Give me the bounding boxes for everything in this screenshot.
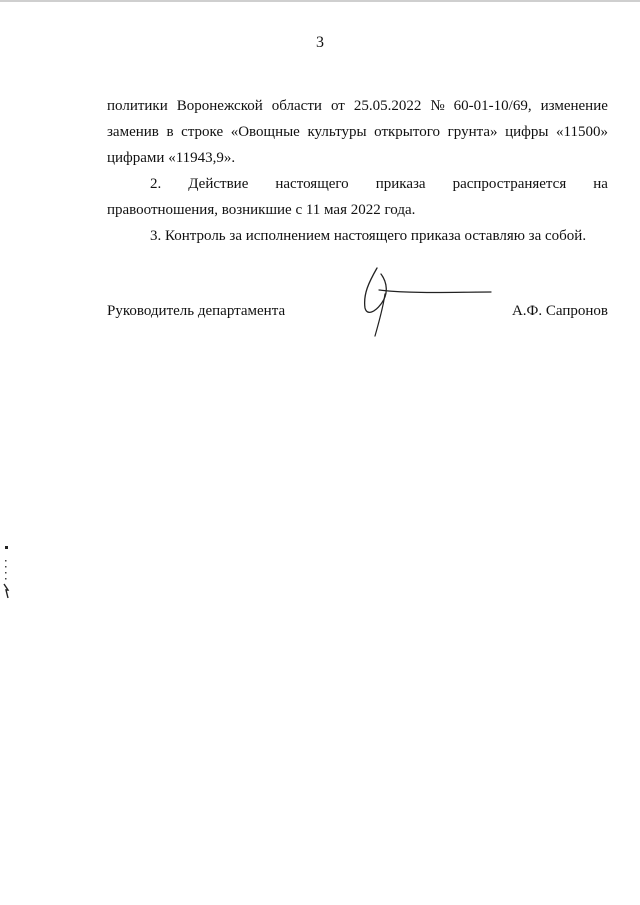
paragraph-2 (107, 171, 608, 223)
word: области (271, 98, 322, 114)
paragraph-3 (107, 223, 608, 249)
signer-name: А.Ф. Сапронов (511, 303, 608, 319)
word: изменение (540, 98, 608, 114)
word: Воронежской (176, 98, 263, 114)
word: настоящего (275, 176, 349, 192)
word: в (166, 124, 174, 140)
paragraph-2-line-2: правоотношения, возникшие с 11 мая 2022 года. (107, 202, 416, 218)
word: культуры (307, 124, 367, 140)
word: на (593, 176, 608, 192)
word: «11500» (556, 124, 608, 140)
item-number: 2. (150, 176, 162, 192)
margin-scan-marks (2, 540, 12, 600)
paragraph-3-line-1: 3. Контроль за исполнением настоящего приказа оставляю за собой. (150, 228, 587, 244)
word: от (330, 98, 345, 114)
word: политики (107, 98, 168, 114)
word: Действие (188, 176, 249, 192)
paragraph-2-line-1 (107, 171, 608, 197)
paragraph-1-line-3: цифрами «11943,9». (107, 150, 236, 166)
word: грунта» (447, 124, 498, 140)
word: приказа (375, 176, 426, 192)
page-top-edge (0, 0, 640, 2)
word: распространяется (452, 176, 567, 192)
paragraph-1-line-1 (107, 93, 608, 119)
handwritten-signature (355, 264, 495, 344)
word: открытого (374, 124, 441, 140)
word: заменив (107, 124, 159, 140)
paragraph-1-line-2 (107, 119, 608, 145)
word: 60-01-10/69, (453, 98, 532, 114)
word: цифры (505, 124, 549, 140)
paragraph-1 (107, 93, 608, 171)
page-number: 3 (316, 34, 324, 51)
word: «Овощные (230, 124, 300, 140)
word: № (430, 98, 445, 114)
word: строке (181, 124, 224, 140)
signer-position-title: Руководитель департамента (107, 303, 286, 319)
word: 25.05.2022 (353, 98, 422, 114)
